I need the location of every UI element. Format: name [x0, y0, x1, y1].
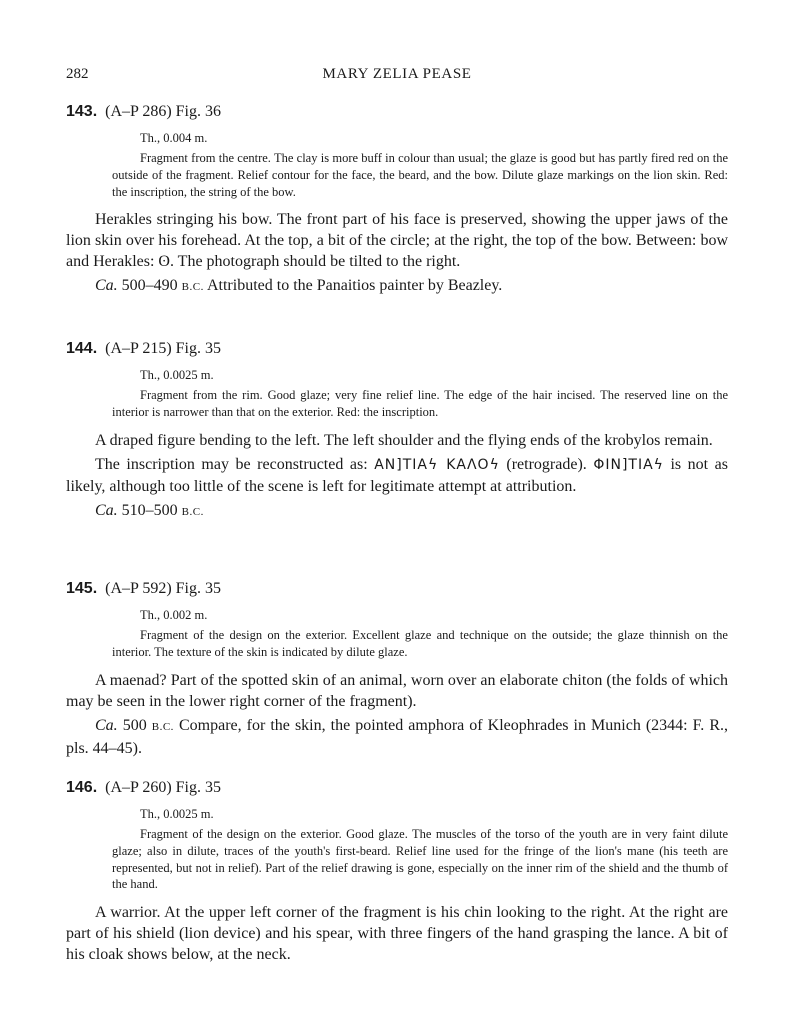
- inscription-text: The inscription may be reconstructed as:: [95, 455, 375, 473]
- entry-dating: [66, 275, 728, 298]
- catalogue-entry-146: [66, 778, 728, 965]
- page-number: 282: [66, 66, 89, 82]
- entry-heading: [66, 579, 728, 599]
- date-era: B.C.: [181, 505, 204, 518]
- entry-number: 143.: [66, 103, 98, 120]
- entry-thickness: Th., 0.002 m.: [140, 608, 208, 622]
- entry-discussion: A maenad? Part of the spotted skin of an animal, worn over an elaborate chiton (the folds of which may be seen in the lower right corner of the fragment).: [66, 671, 728, 710]
- date-prefix: Ca.: [95, 277, 118, 295]
- date-prefix: Ca.: [95, 716, 118, 734]
- entry-reference: (A–P 286) Fig. 36: [105, 103, 221, 120]
- entry-dating: [66, 500, 728, 523]
- entry-description: Fragment of the design on the exterior. Good glaze. The muscles of the torso of the youth are in very faint dilute glaze; also in dilute, traces of the youth's first-beard. Relief line used for the fringe of the lion's mane (his teeth are represented, but not in relief). Part of the relief drawing is gone, especially on the inner rim of the shield and the thumb of the hand.: [112, 827, 728, 892]
- date-value: 510–500: [117, 501, 182, 519]
- attribution-text: Attributed to the Panaitios painter by Beazley.: [203, 277, 503, 295]
- date-value: 500: [117, 716, 152, 734]
- catalogue-entry-144: [66, 339, 728, 523]
- entry-reference: (A–P 592) Fig. 35: [105, 580, 221, 597]
- entry-description: Fragment of the design on the exterior. Excellent glaze and technique on the outside; the glaze thinnish on the interior. The texture of the skin is indicated by dilute glaze.: [112, 628, 728, 659]
- catalogue-entry-145: [66, 579, 728, 759]
- entry-number: 144.: [66, 340, 98, 357]
- entry-discussion: Herakles stringing his bow. The front part of his face is preserved, showing the upper jaws of the lion skin over his forehead. At the top, a bit of the circle; at the right, the top of the bow. Between: bow and Herakles: ʘ. The photograph should be tilted to the right.: [66, 211, 728, 271]
- entry-reference: (A–P 260) Fig. 35: [105, 779, 221, 796]
- entry-heading: [66, 102, 728, 122]
- greek-inscription-1: ΑΝ]ΤΙΑϟ ΚΑΛΟϟ: [374, 456, 500, 473]
- greek-inscription-2: ΦΙΝ]ΤΙΑϟ: [593, 456, 664, 473]
- entry-discussion: A warrior. At the upper left corner of the fragment is his chin looking to the right. At the right are part of his shield (lion device) and his spear, with three fingers of the hand grasping the lance. A bit of his cloak shows below, at the neck.: [66, 904, 728, 964]
- entry-description: Fragment from the rim. Good glaze; very fine relief line. The edge of the hair incised. The reserved line on the interior is narrower than that on the exterior. Red: the inscription.: [112, 388, 728, 419]
- date-prefix: Ca.: [95, 501, 118, 519]
- entry-thickness: Th., 0.0025 m.: [140, 807, 214, 821]
- entry-thickness: Th., 0.0025 m.: [140, 368, 214, 382]
- entry-dating: [66, 715, 728, 759]
- entry-reference: (A–P 215) Fig. 35: [105, 340, 221, 357]
- entry-number: 145.: [66, 580, 98, 597]
- entry-number: 146.: [66, 779, 98, 796]
- entry-discussion: A draped figure bending to the left. The left shoulder and the flying ends of the krobylos remain.: [95, 431, 713, 449]
- entry-heading: [66, 339, 728, 359]
- catalogue-entry-143: [66, 102, 728, 298]
- date-era: B.C.: [151, 720, 174, 733]
- comparison-text: Compare, for the skin, the pointed amphora of Kleophrades in Munich (2344: F. R., pls. 44–45).: [66, 716, 728, 757]
- inscription-text: (retrograde).: [499, 455, 594, 473]
- date-era: B.C.: [181, 281, 204, 294]
- date-value: 500–490: [117, 277, 182, 295]
- entry-heading: [66, 778, 728, 798]
- entry-inscription: [66, 454, 728, 497]
- entry-thickness: Th., 0.004 m.: [140, 131, 208, 145]
- running-title: MARY ZELIA PEASE: [322, 66, 472, 82]
- entry-description: Fragment from the centre. The clay is more buff in colour than usual; the glaze is good but has partly fired red on the outside of the fragment. Relief contour for the face, the beard, and the bow. Dilute glaze markings on the lion skin. Red: the inscription, the string of the bow.: [112, 151, 728, 199]
- inscription-text: is not as likely, although too little of the scene is left for legitimate attempt at attribution.: [66, 455, 729, 495]
- running-header: [66, 66, 728, 86]
